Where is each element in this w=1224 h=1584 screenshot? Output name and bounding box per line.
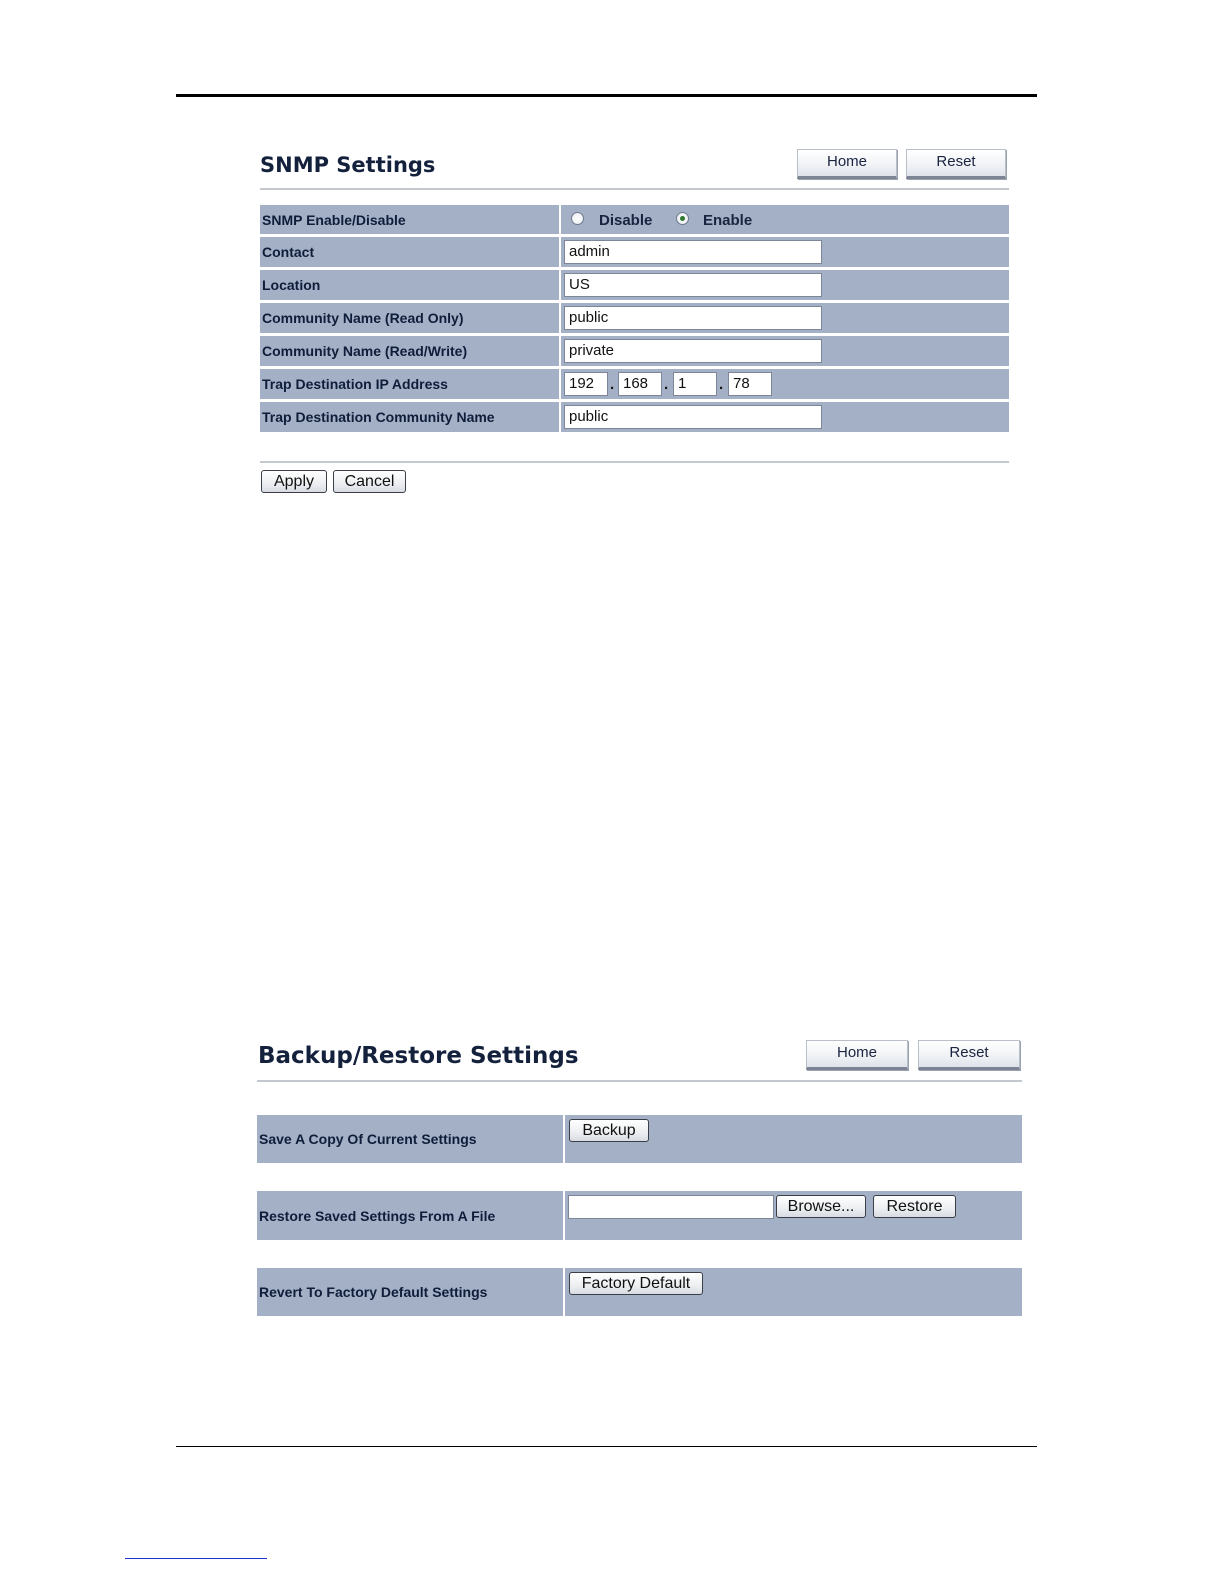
restore-cell <box>565 1191 1022 1240</box>
trap-ip-octet-4[interactable]: 78 <box>728 372 772 396</box>
apply-button[interactable]: Apply <box>261 470 327 493</box>
community-ro-row <box>260 303 1009 333</box>
community-ro-label: Community Name (Read Only) <box>260 303 559 333</box>
snmp-disable-radio[interactable] <box>571 212 584 225</box>
snmp-disable-label: Disable <box>599 212 653 229</box>
trap-ip-cell <box>561 369 1009 399</box>
contact-cell <box>561 237 1009 267</box>
save-copy-label: Save A Copy Of Current Settings <box>257 1115 563 1163</box>
trap-ip-row <box>260 369 1009 399</box>
trap-community-input[interactable]: public <box>564 405 822 429</box>
contact-input[interactable]: admin <box>564 240 822 264</box>
snmp-enable-cell <box>561 205 1009 234</box>
community-rw-row <box>260 336 1009 366</box>
snmp-home-button[interactable]: Home <box>797 149 897 179</box>
ip-separator: . <box>610 376 615 393</box>
footnote-rule <box>125 1558 267 1559</box>
contact-row <box>260 237 1009 267</box>
backup-title-underline <box>257 1080 1022 1082</box>
trap-community-cell <box>561 402 1009 432</box>
snmp-settings-table <box>260 204 1009 433</box>
location-label: Location <box>260 270 559 300</box>
trap-community-label: Trap Destination Community Name <box>260 402 559 432</box>
backup-button[interactable]: Backup <box>569 1119 649 1142</box>
save-copy-cell <box>565 1115 1022 1163</box>
location-input[interactable]: US <box>564 273 822 297</box>
ip-separator: . <box>664 376 669 393</box>
cancel-button[interactable]: Cancel <box>333 470 406 493</box>
community-rw-cell <box>561 336 1009 366</box>
trap-ip-octet-3[interactable]: 1 <box>673 372 717 396</box>
backup-reset-button[interactable]: Reset <box>918 1040 1020 1070</box>
backup-restore-title: Backup/Restore Settings <box>258 1043 579 1069</box>
trap-ip-label: Trap Destination IP Address <box>260 369 559 399</box>
factory-default-button[interactable]: Factory Default <box>569 1272 703 1295</box>
snmp-enable-option-label: Enable <box>703 212 753 229</box>
factory-default-label: Revert To Factory Default Settings <box>257 1268 563 1316</box>
snmp-enable-label: SNMP Enable/Disable <box>260 205 559 234</box>
snmp-settings-title: SNMP Settings <box>260 153 436 177</box>
restore-button[interactable]: Restore <box>873 1195 956 1218</box>
snmp-enable-row <box>260 205 1009 234</box>
ip-separator: . <box>719 376 724 393</box>
restore-file-input[interactable] <box>568 1195 774 1219</box>
community-ro-input[interactable]: public <box>564 306 822 330</box>
snmp-reset-button[interactable]: Reset <box>906 149 1006 179</box>
contact-label: Contact <box>260 237 559 267</box>
page-bottom-rule <box>176 1446 1037 1447</box>
trap-ip-octet-1[interactable]: 192 <box>564 372 608 396</box>
restore-row <box>257 1191 1022 1240</box>
community-ro-cell <box>561 303 1009 333</box>
trap-community-row <box>260 402 1009 432</box>
trap-ip-octet-2[interactable]: 168 <box>618 372 662 396</box>
factory-default-row <box>257 1268 1022 1316</box>
browse-button[interactable]: Browse... <box>776 1195 866 1218</box>
snmp-form-divider <box>260 461 1009 463</box>
factory-default-cell <box>565 1268 1022 1316</box>
backup-home-button[interactable]: Home <box>806 1040 908 1070</box>
snmp-title-underline <box>260 188 1009 190</box>
community-rw-label: Community Name (Read/Write) <box>260 336 559 366</box>
community-rw-input[interactable]: private <box>564 339 822 363</box>
restore-label: Restore Saved Settings From A File <box>257 1191 563 1240</box>
location-cell <box>561 270 1009 300</box>
page-top-rule <box>176 94 1037 97</box>
snmp-enable-radio[interactable] <box>676 212 689 225</box>
location-row <box>260 270 1009 300</box>
save-copy-row <box>257 1115 1022 1163</box>
